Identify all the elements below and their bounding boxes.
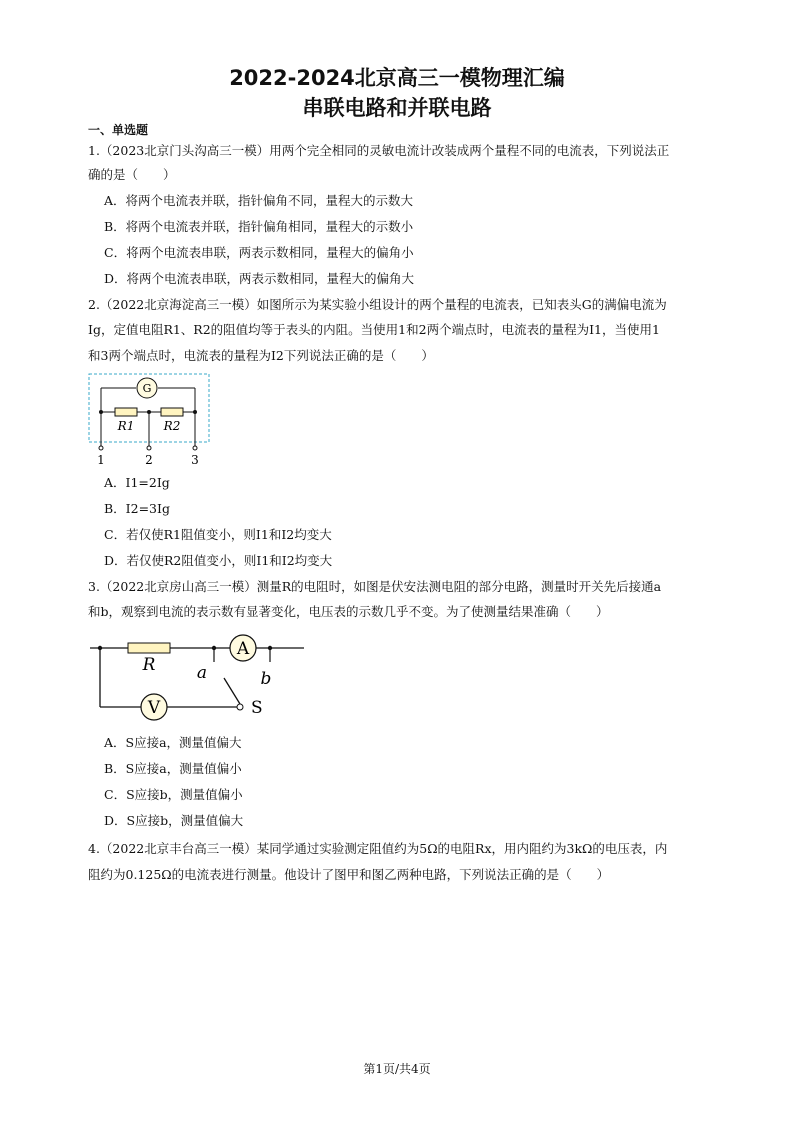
q2-option-c: C．若仅使R1阻值变小，则I1和I2均变大: [104, 527, 332, 542]
q3-stem-line1: 3.（2022北京房山高三一模）测量R的电阻时，如图是伏安法测电阻的部分电路，测量时开关先后接通a: [88, 579, 662, 594]
q2-terminal-2: 2: [145, 453, 153, 467]
q2-stem-line3: 和3两个端点时，电流表的量程为I2下列说法正确的是（ ）: [88, 348, 434, 363]
q3-option-d: D．S应接b，测量值偏大: [104, 813, 244, 828]
q3-point-b-label: b: [260, 669, 272, 689]
q2-option-d: D．若仅使R2阻值变小，则I1和I2均变大: [104, 553, 333, 568]
doc-title-line2: 串联电路和并联电路: [302, 96, 492, 120]
q3-option-a: A．S应接a，测量值偏大: [104, 735, 242, 750]
q2-terminal-3: 3: [191, 453, 199, 467]
page-footer: 第1页/共4页: [363, 1062, 431, 1076]
q4-stem-line2: 阻约为0.125Ω的电流表进行测量。他设计了图甲和图乙两种电路，下列说法正确的是（ ）: [88, 867, 610, 882]
q3-stem-line2: 和b，观察到电流的表示数有显著变化，电压表的示数几乎不变。为了使测量结果准确（ ）: [88, 604, 609, 619]
doc-title-line1: 2022-2024北京高三一模物理汇编: [229, 66, 565, 90]
q2-stem-line2: Ig，定值电阻R1、R2的阻值均等于表头的内阻。当使用1和2两个端点时，电流表的量程为I1，当使用1: [88, 322, 660, 337]
q3-voltmeter-label: V: [147, 698, 161, 718]
q2-stem-line1: 2.（2022北京海淀高三一模）如图所示为某实验小组设计的两个量程的电流表，已知表头G的满偏电流为: [88, 297, 667, 312]
q1-option-d: D．将两个电流表串联，两表示数相同，量程大的偏角大: [104, 271, 415, 286]
q3-switch-label: S: [251, 698, 263, 718]
q2-option-a: A．I1=2Ig: [104, 475, 170, 490]
q3-option-c: C．S应接b，测量值偏小: [104, 787, 243, 802]
q3-point-a-label: a: [196, 663, 208, 683]
q2-option-b: B．I2=3Ig: [104, 501, 170, 516]
q2-circuit-figure: [88, 372, 218, 472]
q1-stem-line1: 1.（2023北京门头沟高三一模）用两个完全相同的灵敏电流计改装成两个量程不同的电流表，下列说法正: [88, 143, 670, 158]
q4-stem-line1: 4.（2022北京丰台高三一模）某同学通过实验测定阻值约为5Ω的电阻Rx，用内阻约为3kΩ的电压表，内: [88, 841, 668, 856]
section-heading: 一、单选题: [88, 123, 149, 137]
q3-circuit-figure: [90, 628, 310, 728]
q3-option-b: B．S应接a，测量值偏小: [104, 761, 242, 776]
q1-option-a: A．将两个电流表并联，指针偏角不同，量程大的示数大: [104, 193, 414, 208]
q1-option-b: B．将两个电流表并联，指针偏角相同，量程大的示数小: [104, 219, 414, 234]
q1-option-c: C．将两个电流表串联，两表示数相同，量程大的偏角小: [104, 245, 414, 260]
q3-ammeter-label: A: [236, 639, 250, 659]
q2-galvanometer-label: G: [142, 382, 152, 395]
q2-r2-label: R2: [163, 419, 181, 433]
q2-terminal-1: 1: [97, 453, 105, 467]
q3-resistor-label: R: [142, 655, 156, 675]
q1-stem-line2: 确的是（ ）: [88, 167, 176, 182]
q2-r1-label: R1: [117, 419, 135, 433]
